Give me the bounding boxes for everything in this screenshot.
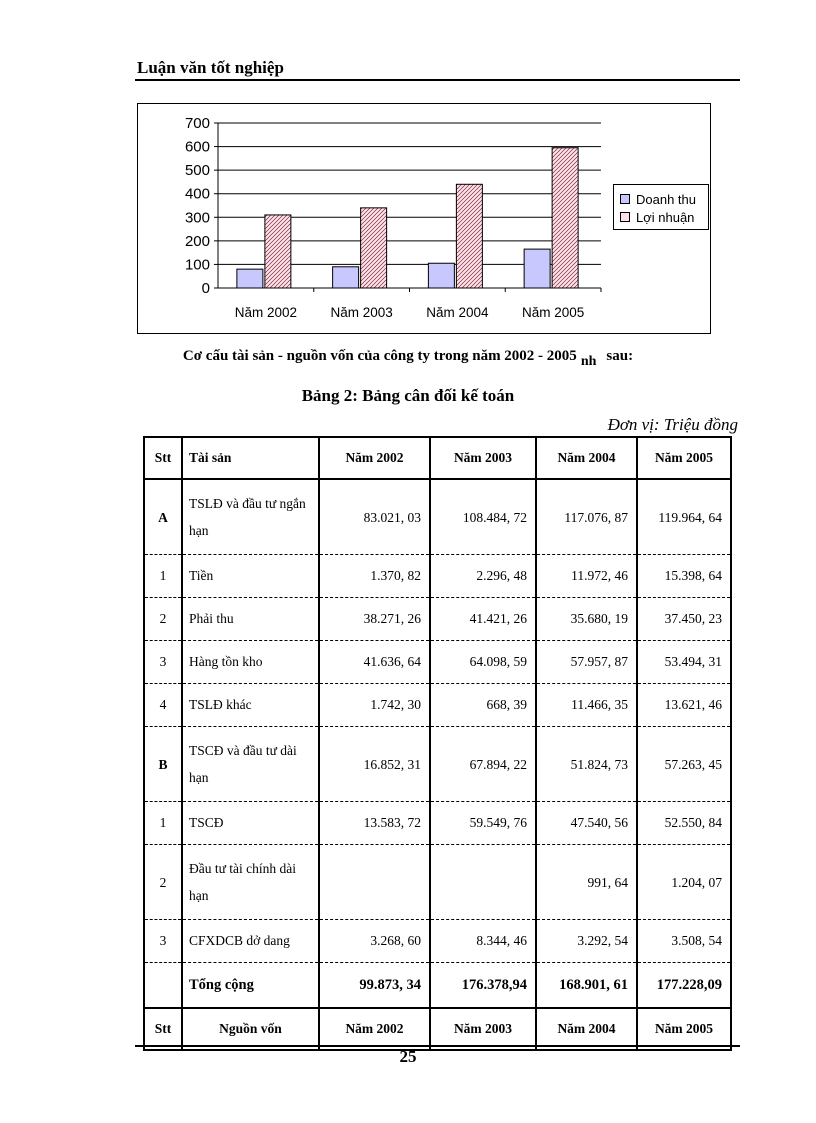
row-value-2004: 51.824, 73 (536, 727, 637, 802)
sources-header-stt: Stt (144, 1008, 182, 1050)
bar-revenue (333, 267, 359, 288)
total-2003: 176.378,94 (430, 963, 536, 1009)
bar-profit (361, 208, 387, 288)
intro-text: Cơ cấu tài sản - nguồn vốn của công ty trong năm 2002 - 2005 (182, 348, 577, 364)
unit-note: Đơn vị: Triệu đồng (607, 415, 738, 434)
row-stt: 4 (144, 684, 182, 727)
row-value-2003: 41.421, 26 (430, 598, 536, 641)
legend-swatch-revenue (620, 194, 630, 204)
row-name: TSLĐ và đầu tư ngắn hạn (182, 479, 319, 555)
row-value-2002: 13.583, 72 (319, 802, 430, 845)
row-stt: 2 (144, 598, 182, 641)
row-stt: 1 (144, 555, 182, 598)
row-value-2003: 8.344, 46 (430, 920, 536, 963)
table-row (144, 727, 731, 802)
row-name: Đầu tư tài chính dài hạn (182, 845, 319, 920)
bar-profit (552, 148, 578, 288)
row-value-2005: 119.964, 64 (637, 479, 731, 555)
header-2002: Năm 2002 (319, 437, 430, 479)
y-tick-label: 600 (184, 138, 210, 156)
row-value-2005: 15.398, 64 (637, 555, 731, 598)
legend-swatch-profit (620, 212, 630, 222)
row-value-2005: 37.450, 23 (637, 598, 731, 641)
total-label: Tổng cộng (182, 963, 319, 1009)
row-stt: 1 (144, 802, 182, 845)
row-value-2005: 52.550, 84 (637, 802, 731, 845)
row-stt: B (144, 727, 182, 802)
header-rule (135, 79, 740, 81)
row-value-2004: 35.680, 19 (536, 598, 637, 641)
x-tick-label: Năm 2004 (426, 305, 489, 320)
row-name: TSLĐ khác (182, 684, 319, 727)
table-row (144, 641, 731, 684)
row-value-2003 (430, 845, 536, 920)
intro-subscript: nh (580, 354, 597, 369)
row-stt: 3 (144, 920, 182, 963)
table-row (144, 598, 731, 641)
sources-header-2004: Năm 2004 (536, 1008, 637, 1050)
bar-revenue (524, 249, 550, 288)
table-row (144, 802, 731, 845)
row-value-2004: 47.540, 56 (536, 802, 637, 845)
total-2002: 99.873, 34 (319, 963, 430, 1009)
header-2005: Năm 2005 (637, 437, 731, 479)
total-stt (144, 963, 182, 1009)
legend-item-revenue (620, 191, 696, 207)
row-value-2003: 59.549, 76 (430, 802, 536, 845)
row-name: Hàng tồn kho (182, 641, 319, 684)
row-value-2002: 1.742, 30 (319, 684, 430, 727)
intro-tail: sau: (606, 348, 634, 364)
bar-profit (456, 184, 482, 288)
row-value-2002: 16.852, 31 (319, 727, 430, 802)
x-tick-label: Năm 2005 (521, 305, 585, 320)
y-tick-label: 400 (184, 185, 210, 203)
row-value-2003: 2.296, 48 (430, 555, 536, 598)
chart-legend (613, 184, 709, 230)
row-value-2002: 41.636, 64 (319, 641, 430, 684)
table-total-row (144, 963, 731, 1009)
legend-item-profit (620, 209, 694, 225)
bar-revenue (428, 263, 454, 288)
y-tick-label: 500 (184, 162, 210, 180)
row-name: CFXDCB dở dang (182, 920, 319, 963)
row-name: Phải thu (182, 598, 319, 641)
total-2004: 168.901, 61 (536, 963, 637, 1009)
row-value-2003: 67.894, 22 (430, 727, 536, 802)
table-sources-header-row (144, 1008, 731, 1050)
x-tick-label: Năm 2002 (234, 305, 298, 320)
table-row (144, 845, 731, 920)
y-tick-label: 0 (201, 280, 210, 297)
row-value-2005: 13.621, 46 (637, 684, 731, 727)
row-value-2002: 83.021, 03 (319, 479, 430, 555)
table-title: Bảng 2: Bảng cân đối kế toán (301, 386, 515, 405)
x-tick-label: Năm 2003 (330, 305, 393, 320)
table-row (144, 555, 731, 598)
sources-header-2002: Năm 2002 (319, 1008, 430, 1050)
row-value-2005: 53.494, 31 (637, 641, 731, 684)
y-tick-label: 100 (184, 256, 210, 274)
header-2004: Năm 2004 (536, 437, 637, 479)
y-tick-label: 200 (184, 232, 210, 250)
header-assets: Tài sản (182, 437, 319, 479)
row-value-2002 (319, 845, 430, 920)
row-value-2005: 1.204, 07 (637, 845, 731, 920)
total-2005: 177.228,09 (637, 963, 731, 1009)
row-value-2004: 3.292, 54 (536, 920, 637, 963)
row-value-2003: 668, 39 (430, 684, 536, 727)
table-header-row (144, 437, 731, 479)
row-name: TSCĐ và đầu tư dài hạn (182, 727, 319, 802)
row-value-2003: 64.098, 59 (430, 641, 536, 684)
row-stt: 3 (144, 641, 182, 684)
intro-sentence (0, 348, 816, 370)
header-2003: Năm 2003 (430, 437, 536, 479)
legend-label-profit: Lợi nhuận (636, 209, 695, 225)
row-value-2004: 11.466, 35 (536, 684, 637, 727)
document-header-title: Luận văn tốt nghiệp (137, 58, 284, 77)
row-stt: A (144, 479, 182, 555)
row-value-2003: 108.484, 72 (430, 479, 536, 555)
row-value-2002: 1.370, 82 (319, 555, 430, 598)
table-row (144, 479, 731, 555)
row-value-2002: 3.268, 60 (319, 920, 430, 963)
bar-revenue (237, 269, 263, 288)
row-value-2004: 57.957, 87 (536, 641, 637, 684)
sources-header-capital: Nguồn vốn (182, 1008, 319, 1050)
row-value-2005: 3.508, 54 (637, 920, 731, 963)
row-value-2004: 117.076, 87 (536, 479, 637, 555)
y-tick-label: 300 (184, 209, 210, 227)
balance-sheet-table (143, 436, 732, 1051)
row-value-2004: 991, 64 (536, 845, 637, 920)
table-row (144, 684, 731, 727)
bar-profit (265, 215, 291, 288)
sources-header-2005: Năm 2005 (637, 1008, 731, 1050)
revenue-profit-chart (137, 103, 711, 334)
row-name: Tiền (182, 555, 319, 598)
header-stt: Stt (144, 437, 182, 479)
row-stt: 2 (144, 845, 182, 920)
table-row (144, 920, 731, 963)
y-tick-label: 700 (184, 115, 210, 132)
row-name: TSCĐ (182, 802, 319, 845)
legend-label-revenue: Doanh thu (636, 191, 696, 207)
row-value-2004: 11.972, 46 (536, 555, 637, 598)
page-number: 25 (399, 1047, 417, 1066)
sources-header-2003: Năm 2003 (430, 1008, 536, 1050)
row-value-2005: 57.263, 45 (637, 727, 731, 802)
row-value-2002: 38.271, 26 (319, 598, 430, 641)
